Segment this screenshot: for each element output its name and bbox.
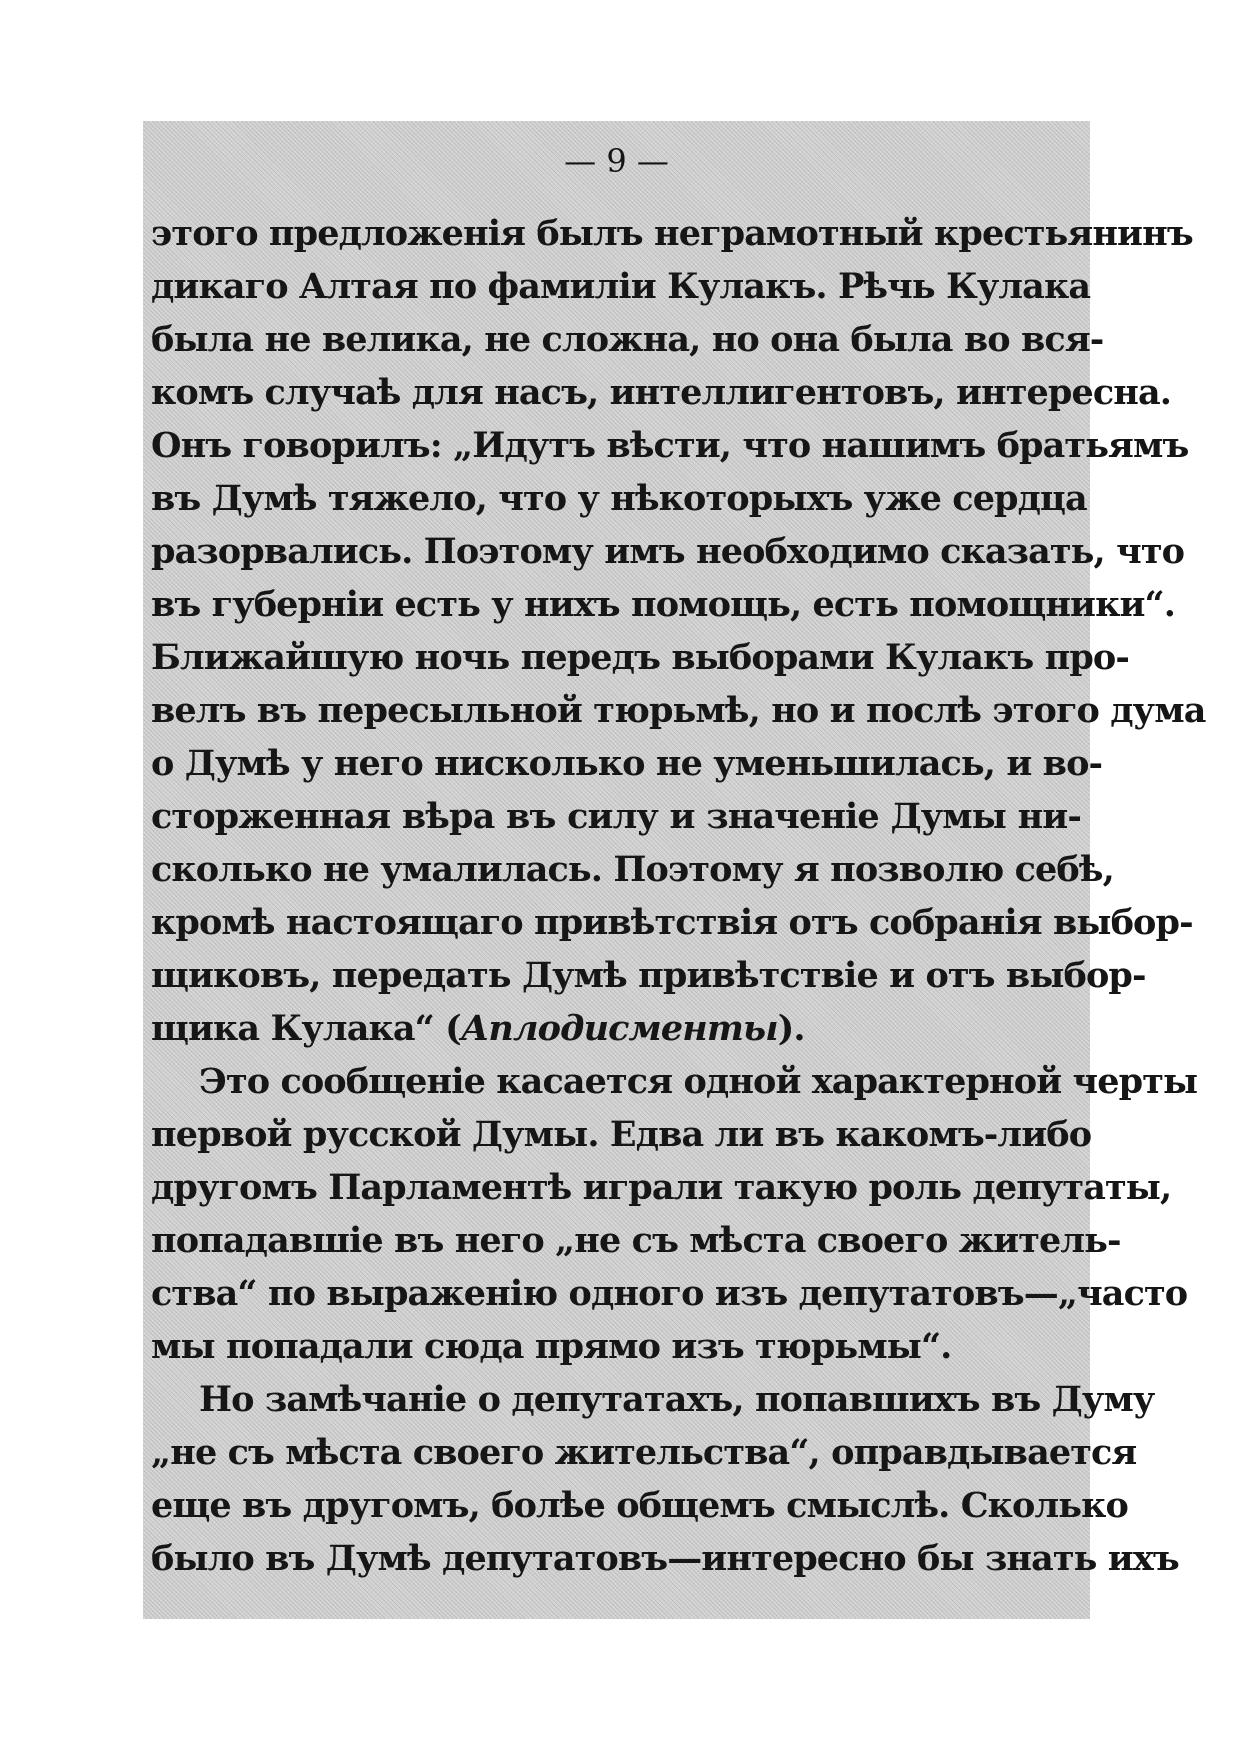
text-line: Онъ говорилъ: „Идутъ вѣсти, что нашимъ братьямъ (151, 425, 1189, 466)
text-line: щиковъ, передать Думѣ привѣтствіе и отъ выбор- (151, 955, 1146, 996)
text-line: Ближайшую ночь передъ выборами Кулакъ про- (151, 637, 1129, 678)
text-line: въ Думѣ тяжело, что у нѣкоторыхъ уже сердца (151, 478, 1087, 519)
text-line (151, 1002, 1081, 1055)
text-line: ства“ по выраженію одного изъ депутатовъ—„часто (151, 1273, 1188, 1314)
text-line: этого предложенія былъ неграмотный крестьянинъ (151, 213, 1193, 254)
text-line: другомъ Парламентѣ играли такую роль депутаты, (151, 1167, 1172, 1208)
text-fragment: ). (777, 1008, 805, 1049)
text-line: была не велика, не сложна, но она была во вся- (151, 319, 1104, 360)
text-line: комъ случаѣ для насъ, интеллигентовъ, интересна. (151, 372, 1172, 413)
text-line: попадавшіе въ него „не съ мѣста своего житель- (151, 1220, 1121, 1261)
text-line: дикаго Алтая по фамиліи Кулакъ. Рѣчь Кулака (151, 266, 1091, 307)
applause-remark: Аплодисменты (460, 1008, 778, 1049)
text-line: кромѣ настоящаго привѣтствія отъ собранія выбор- (151, 902, 1193, 943)
page-number: — 9 — (564, 142, 669, 180)
text-fragment: щика Кулака“ ( (151, 1008, 461, 1049)
text-line: еще въ другомъ, болѣе общемъ смыслѣ. Сколько (151, 1485, 1128, 1526)
text-line: „не съ мѣста своего жительства“, оправдывается (151, 1432, 1137, 1473)
text-line: первой русской Думы. Едва ли въ какомъ-либо (151, 1114, 1092, 1155)
text-line: въ губерніи есть у нихъ помощь, есть помощники“. (151, 584, 1176, 625)
text-line: было въ Думѣ депутатовъ—интересно бы знать ихъ (151, 1538, 1179, 1579)
text-line: сколько не умалилась. Поэтому я позволю себѣ, (151, 849, 1114, 890)
text-line: разорвались. Поэтому имъ необходимо сказать, что (151, 531, 1185, 572)
page-text (151, 207, 1206, 1585)
text-line: Но замѣчаніе о депутатахъ, попавшихъ въ Думу (199, 1379, 1155, 1420)
text-line: велъ въ пересыльной тюрьмѣ, но и послѣ этого дума (151, 690, 1206, 731)
text-line: Это сообщеніе касается одной характерной черты (199, 1061, 1198, 1102)
scanned-page (143, 121, 1206, 1619)
text-line: сторженная вѣра въ силу и значеніе Думы ни- (151, 796, 1081, 837)
text-line: о Думѣ у него нисколько не уменьшилась, и во- (151, 743, 1103, 784)
text-line: мы попадали сюда прямо изъ тюрьмы“. (151, 1326, 952, 1367)
